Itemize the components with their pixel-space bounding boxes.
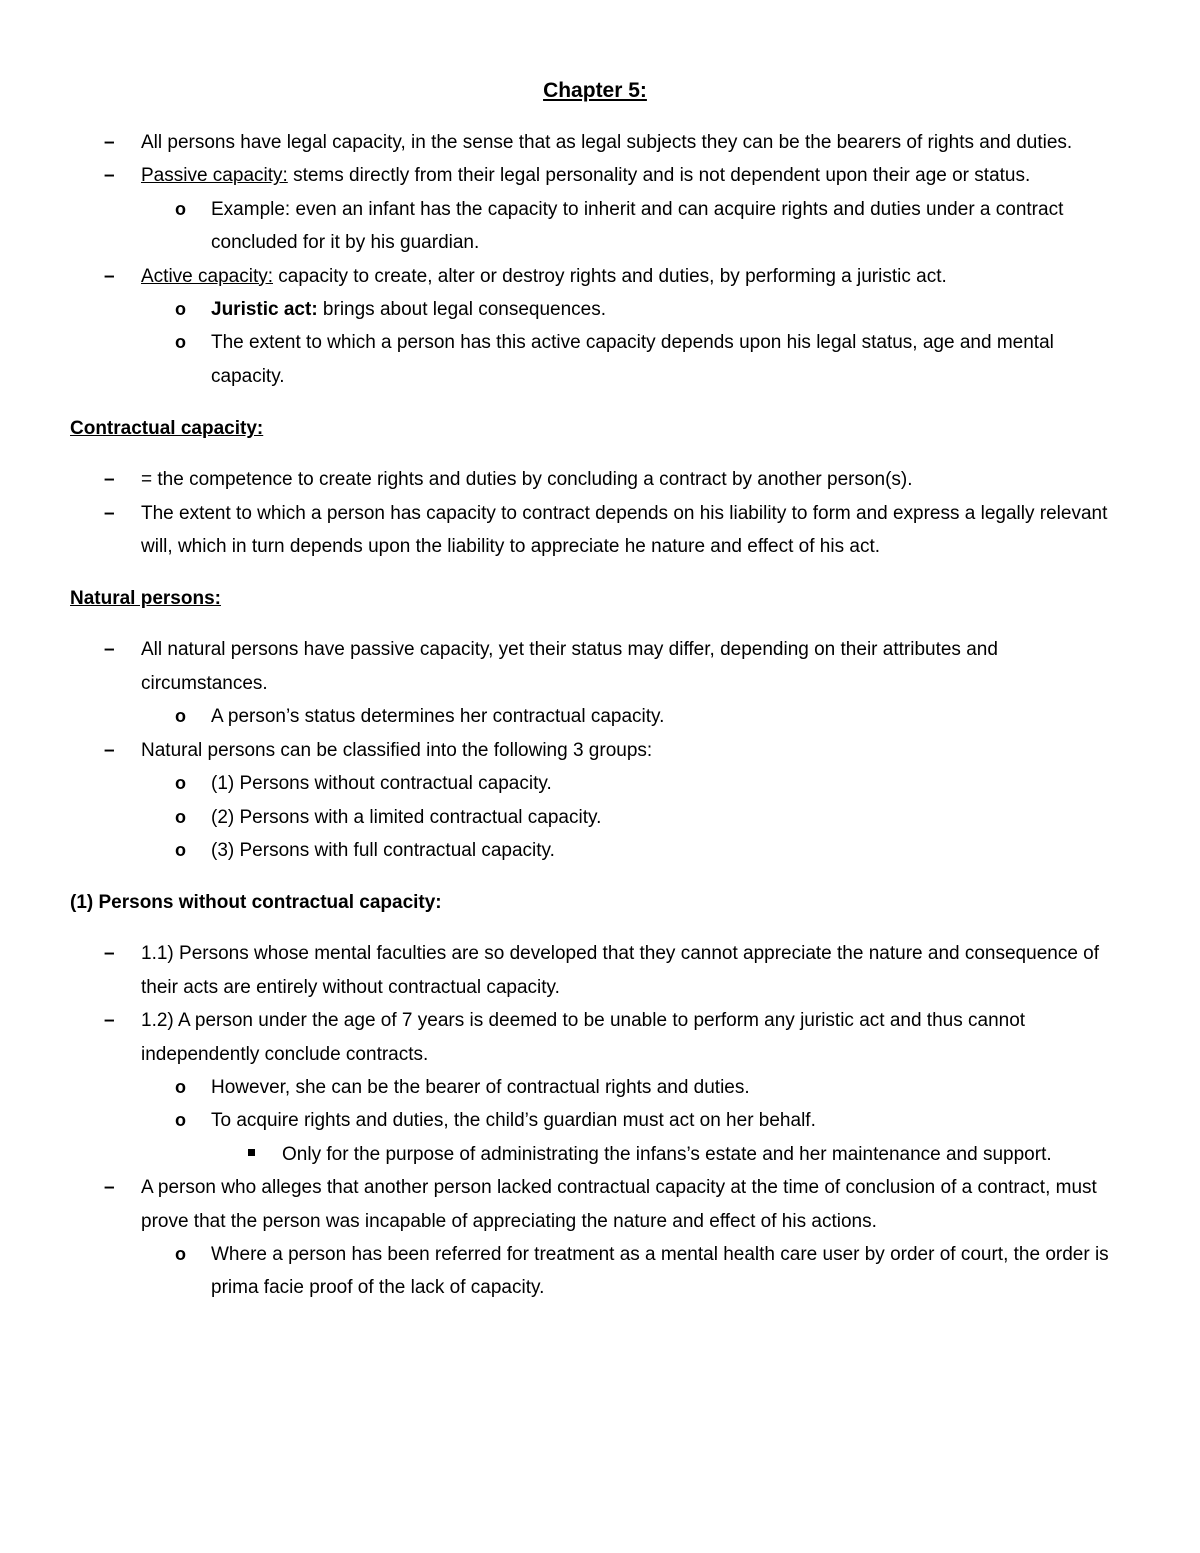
dash-bullet-icon (104, 260, 115, 293)
dash-bullet-icon (104, 1004, 115, 1037)
item-text: stems directly from their legal personality and is not dependent upon their age or status. (287, 165, 1031, 187)
contractual-list (70, 463, 1120, 563)
item-text: (1) Persons without contractual capacity. (211, 773, 552, 795)
item-text: = the competence to create rights and duties by concluding a contract by another person(s). (141, 469, 913, 491)
list-item (70, 734, 1120, 767)
list-item (70, 1004, 1120, 1071)
item-text: All natural persons have passive capacity, yet their status may differ, depending on their attributes and circumstances. (141, 639, 998, 694)
item-text: (2) Persons with a limited contractual capacity. (211, 806, 602, 828)
list-item (70, 159, 1120, 192)
passive-capacity-term: Passive capacity: (141, 165, 288, 187)
item-text: brings about legal consequences. (317, 299, 607, 321)
juristic-act-term: Juristic act: (211, 299, 318, 321)
circle-bullet-icon (175, 801, 186, 834)
list-item (70, 1138, 1120, 1171)
item-text: 1.2) A person under the age of 7 years is deemed to be unable to perform any juristic act and thus cannot independently conclude contracts. (141, 1010, 1026, 1065)
item-text: Natural persons can be classified into the following 3 groups: (141, 739, 653, 761)
dash-bullet-icon (104, 633, 115, 666)
without-list (70, 937, 1120, 1304)
list-item (70, 937, 1120, 1004)
item-text: capacity to create, alter or destroy rights and duties, by performing a juristic act. (273, 265, 947, 287)
circle-bullet-icon (175, 700, 186, 733)
section-heading-without: (1) Persons without contractual capacity: (70, 892, 442, 914)
circle-bullet-icon (175, 834, 186, 867)
list-item (70, 126, 1120, 159)
item-text: The extent to which a person has capacity to contract depends on his liability to form and express a legally relevant will, which in turn depends upon the liability to appreciate he nature and effect of his act. (141, 502, 1108, 558)
list-item (70, 1071, 1120, 1104)
dash-bullet-icon (104, 937, 115, 970)
circle-bullet-icon (175, 326, 186, 359)
item-text: However, she can be the bearer of contractual rights and duties. (211, 1076, 750, 1098)
item-text: 1.1) Persons whose mental faculties are so developed that they cannot appreciate the nature and consequence of their acts are entirely without contractual capacity. (141, 943, 1100, 998)
dash-bullet-icon (104, 734, 115, 767)
item-text: Example: even an infant has the capacity to inherit and can acquire rights and duties under a contract concluded for it by his guardian. (211, 198, 1064, 254)
list-item (70, 700, 1120, 733)
list-item (70, 193, 1120, 260)
section-heading-contractual: Contractual capacity: (70, 418, 264, 440)
dash-bullet-icon (104, 159, 115, 192)
dash-bullet-icon (104, 463, 115, 496)
circle-bullet-icon (175, 193, 186, 226)
item-text: Only for the purpose of administrating the infans’s estate and her maintenance and support. (282, 1143, 1052, 1165)
item-text: Where a person has been referred for treatment as a mental health care user by order of court, the order is prima facie proof of the lack of capacity. (211, 1243, 1109, 1299)
item-text: All persons have legal capacity, in the sense that as legal subjects they can be the bearers of rights and duties. (141, 132, 1073, 153)
list-item (70, 293, 1120, 326)
item-text: (3) Persons with full contractual capacity. (211, 839, 555, 861)
item-text: A person’s status determines her contractual capacity. (211, 706, 665, 728)
natural-list (70, 633, 1120, 867)
list-item (70, 497, 1120, 564)
list-item (70, 767, 1120, 800)
square-bullet-icon (248, 1138, 255, 1171)
active-capacity-term: Active capacity: (141, 265, 273, 287)
list-item (70, 633, 1120, 700)
list-item (70, 260, 1120, 293)
list-item (70, 326, 1120, 393)
item-text: The extent to which a person has this active capacity depends upon his legal status, age and mental capacity. (211, 332, 1054, 387)
dash-bullet-icon (104, 497, 115, 530)
circle-bullet-icon (175, 1238, 186, 1271)
circle-bullet-icon (175, 767, 186, 800)
item-text: To acquire rights and duties, the child’s guardian must act on her behalf. (211, 1110, 816, 1132)
intro-list (70, 126, 1120, 393)
list-item (70, 1238, 1120, 1305)
list-item (70, 801, 1120, 834)
dash-bullet-icon (104, 1171, 115, 1204)
list-item (70, 1104, 1120, 1137)
circle-bullet-icon (175, 293, 186, 326)
item-text: A person who alleges that another person lacked contractual capacity at the time of conclusion of a contract, must prove that the person was incapable of appreciating the nature and effect of his actions. (141, 1177, 1097, 1232)
list-item (70, 1171, 1120, 1238)
circle-bullet-icon (175, 1071, 186, 1104)
page-title: Chapter 5: (543, 79, 647, 102)
section-heading-natural: Natural persons: (70, 588, 221, 610)
circle-bullet-icon (175, 1104, 186, 1137)
dash-bullet-icon (104, 126, 115, 159)
list-item (70, 834, 1120, 867)
list-item (70, 463, 1120, 496)
